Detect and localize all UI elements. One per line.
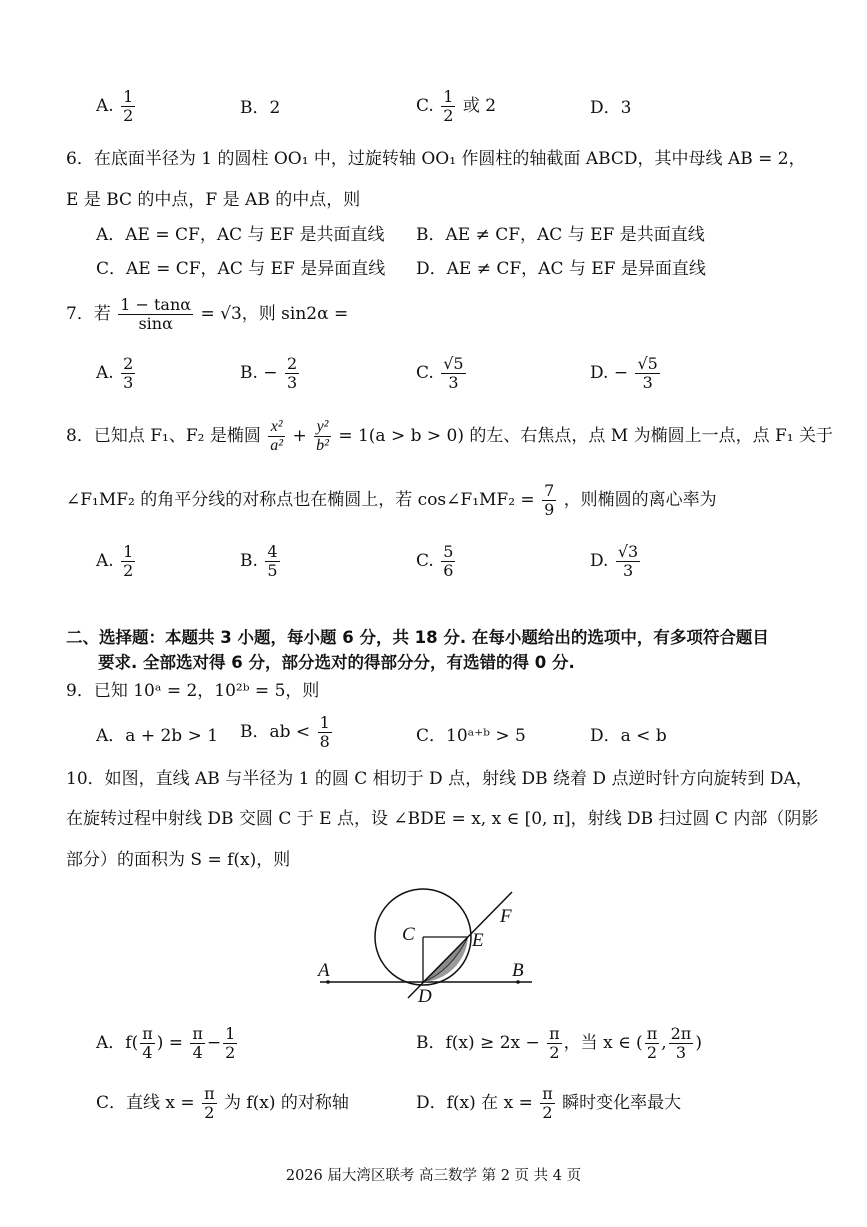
numerator: √5: [637, 354, 658, 373]
fraction: [121, 88, 135, 125]
q6-option-d: D．AE ≠ CF，AC 与 EF 是异面直线: [416, 259, 706, 279]
denominator: 3: [448, 373, 459, 392]
option-text: D．f(x) 在 x =: [416, 1093, 533, 1113]
fraction: [268, 418, 285, 455]
numerator: π: [142, 1024, 153, 1043]
fraction: [547, 1025, 562, 1062]
q7-option-a: [96, 355, 137, 392]
numerator: 2π: [670, 1024, 692, 1043]
denominator: a²: [270, 437, 284, 454]
denominator: b²: [316, 437, 329, 454]
fraction: [121, 543, 135, 580]
numerator: 1: [123, 542, 134, 561]
numerator: π: [646, 1024, 658, 1043]
fraction: [118, 296, 193, 333]
denominator: sinα: [138, 314, 173, 333]
fraction: [121, 355, 135, 392]
section-2-heading-line1: 二、选择题：本题共 3 小题，每小题 6 分，共 18 分. 在每小题给出的选项中，有多项符合题目: [66, 628, 769, 647]
label-c: C: [402, 924, 415, 945]
numerator: π: [192, 1024, 203, 1043]
option-label: C.: [416, 96, 434, 116]
label-e: E: [472, 930, 484, 951]
denominator: 2: [123, 561, 134, 580]
q5-option-b: B．2: [240, 98, 281, 118]
q8-stem-line2: [66, 482, 717, 519]
numerator: 1: [225, 1024, 236, 1043]
q7-stem: [66, 296, 348, 333]
page-footer: 2026 届大湾区联考 高三数学 第 2 页 共 4 页: [285, 1168, 582, 1184]
numerator: 1: [319, 713, 330, 732]
option-text: 瞬时变化率最大: [562, 1093, 682, 1113]
numerator: 5: [443, 542, 454, 561]
q6-stem-line2: E 是 BC 的中点，F 是 AB 的中点，则: [66, 190, 361, 210]
denominator: 2: [123, 106, 134, 125]
q8-option-c: [416, 543, 457, 580]
fraction: [635, 355, 659, 392]
fraction: [645, 1025, 660, 1062]
denominator: 4: [192, 1043, 203, 1062]
option-text: ): [695, 1033, 702, 1053]
denominator: 3: [675, 1043, 687, 1062]
fraction: [441, 355, 465, 392]
q9-option-a: A．a + 2b > 1: [96, 726, 219, 746]
fraction: [441, 543, 455, 580]
denominator: 6: [443, 561, 454, 580]
q9-stem: 9．已知 10ᵃ = 2，10²ᵇ = 5，则: [66, 681, 320, 701]
stem-text: = √3，则 sin2α =: [200, 304, 349, 324]
fraction: [202, 1085, 217, 1122]
option-label: C.: [416, 363, 434, 383]
denominator: 2: [204, 1103, 215, 1122]
q10-option-b: [416, 1025, 702, 1062]
fraction: [265, 543, 279, 580]
option-label: D.: [590, 551, 609, 571]
numerator: π: [204, 1084, 215, 1103]
q7-option-b: [240, 355, 301, 392]
denominator: 3: [642, 373, 653, 392]
numerator: 1: [443, 87, 454, 106]
stem-text: ∠F₁MF₂ 的角平分线的对称点也在椭圆上，若 cos∠F₁MF₂ =: [66, 490, 535, 510]
fraction: [318, 714, 332, 751]
q8-stem-line1: [66, 418, 833, 455]
operator: +: [292, 426, 307, 446]
q6-option-c: C．AE = CF，AC 与 EF 是异面直线: [96, 259, 386, 279]
numerator: 2: [286, 354, 298, 373]
q10-stem-line3: 部分）的面积为 S = f(x)，则: [66, 850, 291, 870]
denominator: 5: [267, 561, 278, 580]
numerator: 7: [544, 481, 555, 500]
denominator: 9: [544, 500, 555, 519]
q8-option-d: [590, 543, 642, 580]
q5-option-d: D．3: [590, 98, 632, 118]
label-b: B: [512, 960, 524, 981]
q5-option-c: [416, 88, 496, 125]
q10-option-c: [96, 1085, 349, 1122]
denominator: 4: [142, 1043, 153, 1062]
q10-option-a: [96, 1025, 239, 1062]
option-label: A.: [96, 96, 114, 116]
q10-stem-line2: 在旋转过程中射线 DB 交圆 C 于 E 点，设 ∠BDE = x, x ∈ [0, π]，射线 DB 扫过圆 C 内部（阴影: [66, 809, 819, 829]
q5-option-a: [96, 88, 137, 125]
label-a: A: [318, 960, 330, 981]
q7-option-c: [416, 355, 468, 392]
q7-option-d: [590, 355, 662, 392]
q10-stem-line1: 10．如图，直线 AB 与半径为 1 的圆 C 相切于 D 点，射线 DB 绕着 D 点逆时针方向旋转到 DA，: [66, 769, 813, 789]
fraction: [441, 88, 455, 125]
q9-option-d: D．a < b: [590, 726, 667, 746]
section-2-heading-line2: 要求. 全部选对得 6 分，部分选对的得部分分，有选错的得 0 分.: [98, 653, 575, 672]
option-text: 为 f(x) 的对称轴: [223, 1093, 349, 1113]
fraction: [542, 482, 556, 519]
stem-text: = 1(a > b > 0) 的左、右焦点，点 M 为椭圆上一点，点 F₁ 关于: [338, 426, 834, 446]
numerator: 1 − tanα: [120, 295, 192, 314]
fraction: [140, 1025, 155, 1062]
denominator: 3: [123, 373, 134, 392]
option-text: ) =: [156, 1033, 183, 1053]
denominator: 2: [443, 106, 454, 125]
q6-option-a: A．AE = CF，AC 与 EF 是共面直线: [96, 225, 385, 245]
fraction: [314, 418, 331, 455]
fraction: [669, 1025, 694, 1062]
numerator: y²: [314, 418, 331, 437]
q10-figure: [300, 880, 560, 1010]
option-label: B. −: [240, 363, 278, 383]
q8-option-a: [96, 543, 137, 580]
fraction: [190, 1025, 205, 1062]
option-label: D. −: [590, 363, 629, 383]
denominator: 8: [319, 732, 330, 751]
numerator: x²: [268, 418, 285, 437]
denominator: 2: [542, 1103, 553, 1122]
fraction: [285, 355, 299, 392]
fraction: [223, 1025, 237, 1062]
denominator: 2: [225, 1043, 236, 1062]
option-label: C.: [416, 551, 434, 571]
q6-stem-line1: 6．在底面半径为 1 的圆柱 OO₁ 中，过旋转轴 OO₁ 作圆柱的轴截面 ABCD，其中母线 AB = 2，: [66, 149, 806, 169]
numerator: 1: [123, 87, 134, 106]
label-d: D: [418, 986, 432, 1007]
numerator: π: [542, 1084, 553, 1103]
option-label: A.: [96, 363, 114, 383]
numerator: π: [549, 1024, 560, 1043]
numerator: 4: [267, 542, 278, 561]
stem-text: 8．已知点 F₁、F₂ 是椭圆: [66, 426, 261, 446]
fraction: [616, 543, 640, 580]
denominator: 2: [646, 1043, 658, 1062]
numerator: 2: [123, 354, 134, 373]
option-label: B．ab <: [240, 722, 311, 742]
q8-option-b: [240, 543, 282, 580]
q9-option-b: [240, 714, 334, 751]
option-suffix: 或 2: [462, 96, 497, 116]
option-text: B．f(x) ≥ 2x −: [416, 1033, 540, 1053]
option-text: C．直线 x =: [96, 1093, 195, 1113]
denominator: 2: [549, 1043, 560, 1062]
option-label: A.: [96, 551, 114, 571]
denominator: 3: [622, 561, 634, 580]
denominator: 3: [286, 373, 298, 392]
option-text: A．f(: [96, 1033, 139, 1053]
numerator: √3: [617, 542, 639, 561]
q6-option-b: B．AE ≠ CF，AC 与 EF 是共面直线: [416, 225, 705, 245]
fraction: [540, 1085, 555, 1122]
option-label: B.: [240, 551, 258, 571]
q10-option-d: [416, 1085, 681, 1122]
stem-text: 7．若: [66, 304, 111, 324]
operator: −: [206, 1033, 222, 1053]
label-f: F: [500, 906, 512, 927]
option-text: ，当 x ∈ (: [563, 1033, 643, 1053]
separator: ,: [661, 1033, 667, 1053]
q9-option-c: C．10ᵃ⁺ᵇ > 5: [416, 726, 526, 746]
numerator: √5: [443, 354, 464, 373]
stem-text: ，则椭圆的离心率为: [563, 490, 717, 510]
